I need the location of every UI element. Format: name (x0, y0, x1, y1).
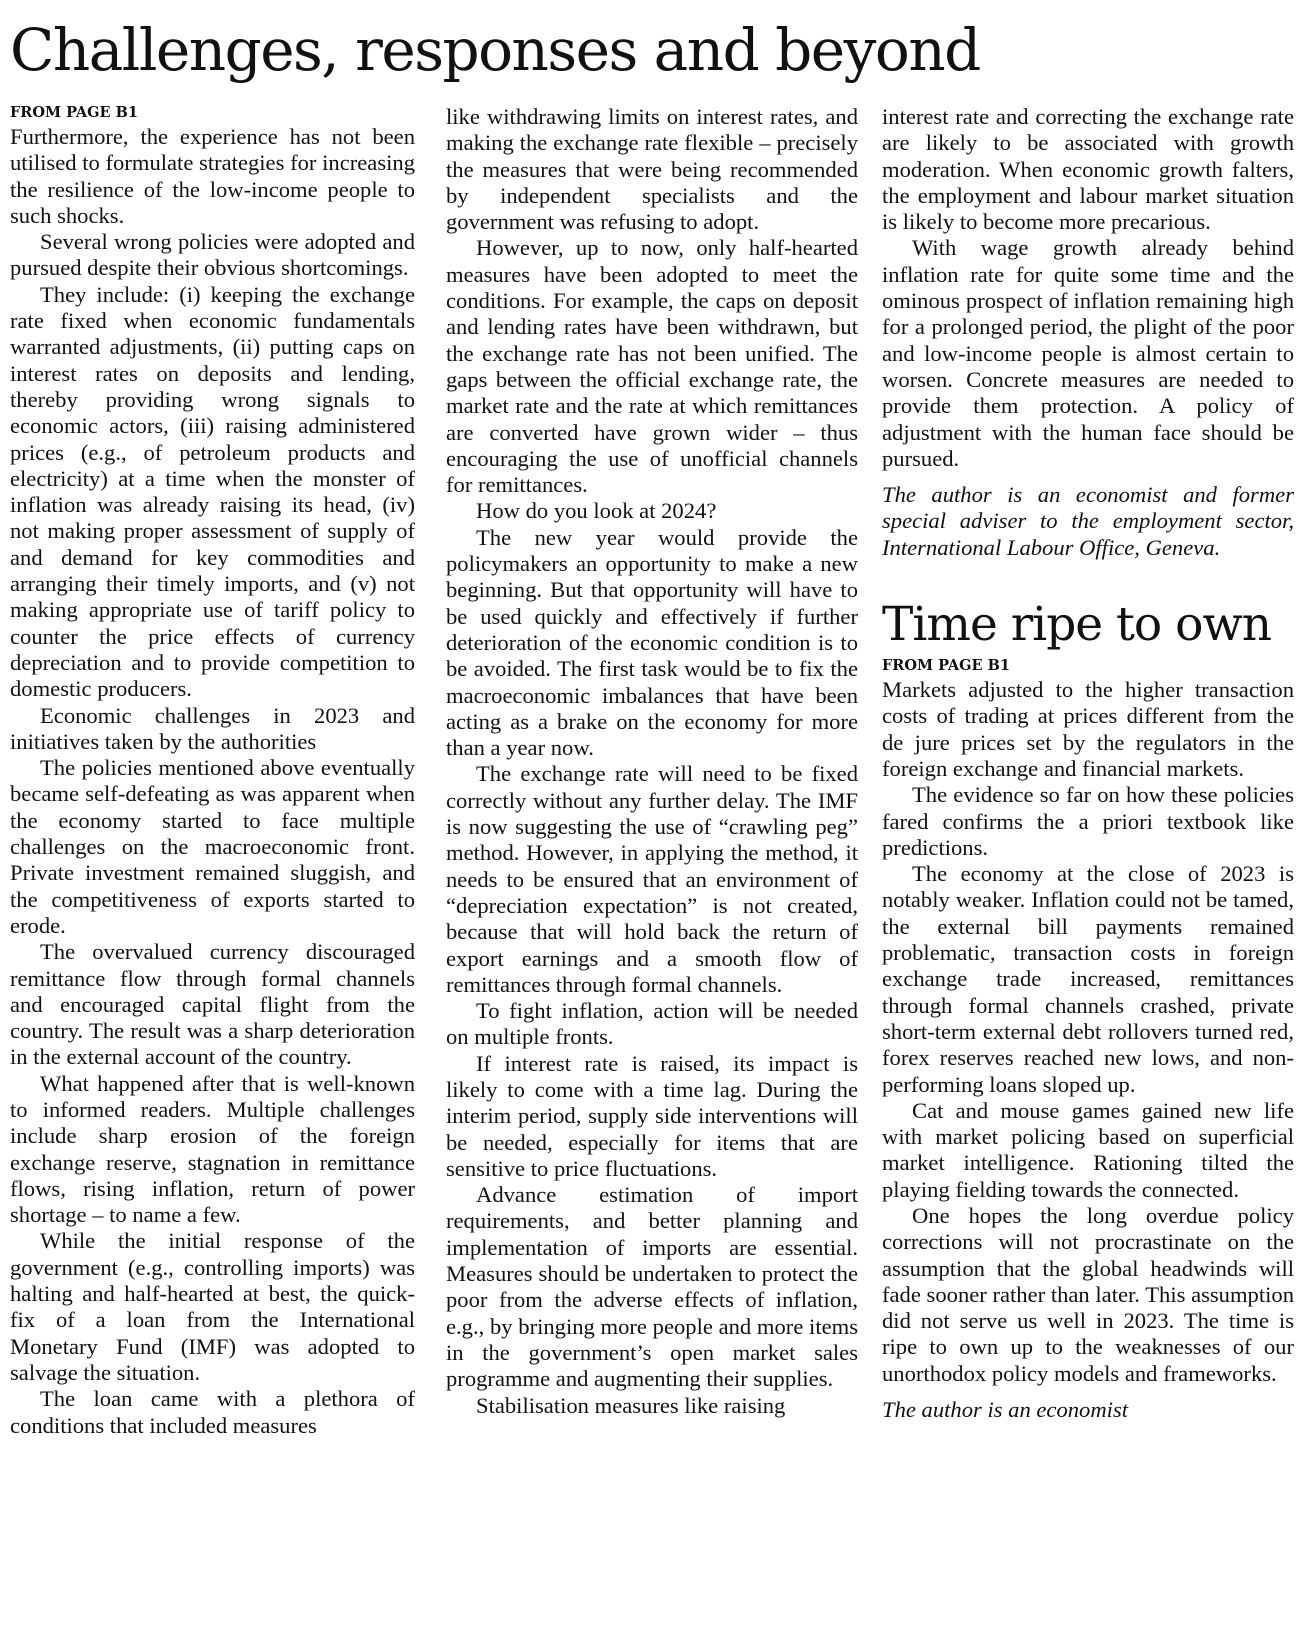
article-paragraph: They include: (i) keeping the exchange rate fixed when economic fundamentals warranted adjustments, (ii) putting caps on interest rates on deposits and lending, thereby providing wrong signals to economic actors, (iii) raising administered prices (e.g., of petroleum products and electricity) at a time when the monster of inflation was already raising its head, (iv) not making proper assessment of supply of and demand for key commodities and arranging their timely imports, and (v) not making appropriate use of tariff policy to counter the price effects of currency depreciation and to provide competition to domestic producers. (10, 281, 415, 702)
article-paragraph: The exchange rate will need to be fixed correctly without any further delay. The IMF is now suggesting the use of “crawling peg” method. However, in applying the method, it needs to be ensured that an environment of “depreciation expectation” is not created, because that will hold back the return of export earnings and a smooth flow of remittances through formal channels. (446, 761, 858, 997)
article-paragraph: interest rate and correcting the exchange rate are likely to be associated with growth moderation. When economic growth falters, the employment and labour market situation is likely to become more precarious. (882, 104, 1294, 235)
article-paragraph: Several wrong policies were adopted and pursued despite their obvious shortcomings. (10, 229, 415, 281)
article-paragraph: While the initial response of the government (e.g., controlling imports) was halting and half-hearted at best, the quick-fix of a loan from the International Monetary Fund (IMF) was adopted to salvage the situation. (10, 1228, 415, 1385)
article-column-1 (10, 104, 415, 1651)
article-paragraph: Stabilisation measures like raising (476, 1392, 786, 1418)
article-subheading: How do you look at 2024? (476, 498, 717, 524)
article-paragraph: Advance estimation of import requirements, and better planning and implementation of imports are essential. Measures should be undertaken to protect the poor from the adverse effects of inflation, e.g., by bringing more people and more items in the government’s open market sales programme and augmenting their supplies. (446, 1182, 858, 1392)
page-headline: Challenges, responses and beyond (10, 16, 980, 84)
article-subheading: Economic challenges in 2023 and initiatives taken by the authorities (10, 702, 415, 754)
article-paragraph: However, up to now, only half-hearted measures have been adopted to meet the conditions. For example, the caps on deposit and lending rates have been withdrawn, but the exchange rate has not been unified. The gaps between the official exchange rate, the market rate and the rate at which remittances are converted have grown wider – thus encouraging the use of unofficial channels for remittances. (446, 235, 858, 498)
from-page-kicker: FROM PAGE B1 (882, 657, 1011, 675)
article-paragraph: Furthermore, the experience has not been utilised to formulate strategies for increasing the resilience of the low-income people to such shocks. (10, 124, 415, 228)
article-paragraph: If interest rate is raised, its impact is likely to come with a time lag. During the interim period, supply side interventions will be needed, especially for items that are sensitive to price fluctuations. (446, 1050, 858, 1181)
article-paragraph: The economy at the close of 2023 is notably weaker. Inflation could not be tamed, the external bill payments remained problematic, transaction costs in foreign exchange trade increased, remittances through formal channels crashed, private short-term external debt rollovers turned red, forex reserves reached new lows, and non-performing loans sloped up. (882, 861, 1294, 1097)
article-paragraph: The evidence so far on how these policies fared confirms the a priori textbook like predictions. (882, 782, 1294, 860)
article-paragraph: The overvalued currency discouraged remittance flow through formal channels and encouraged capital flight from the country. The result was a sharp deterioration in the external account of the country. (10, 939, 415, 1070)
article-paragraph: like withdrawing limits on interest rates, and making the exchange rate flexible – precisely the measures that were being recommended by independent specialists and the government was refusing to adopt. (446, 104, 858, 235)
from-page-kicker: FROM PAGE B1 (10, 104, 139, 121)
author-byline: The author is an economist and former special adviser to the employment sector, International Labour Office, Geneva. (882, 482, 1294, 560)
article-column-3 (882, 104, 1294, 1651)
article-paragraph: The policies mentioned above eventually became self-defeating as was apparent when the economy started to face multiple challenges on the macroeconomic front. Private investment remained sluggish, and the competitiveness of exports started to erode. (10, 755, 415, 938)
article-paragraph: Markets adjusted to the higher transaction costs of trading at prices different from the de jure prices set by the regulators in the foreign exchange and financial markets. (882, 677, 1294, 781)
article-paragraph: One hopes the long overdue policy corrections will not procrastinate on the assumption that the global headwinds will fade sooner rather than later. This assumption did not serve us well in 2023. The time is ripe to own up to the weaknesses of our unorthodox policy models and frameworks. (882, 1202, 1294, 1386)
article-column-2 (446, 104, 858, 1651)
article-paragraph: To fight inflation, action will be needed on multiple fronts. (446, 998, 858, 1050)
article-paragraph: The loan came with a plethora of conditions that included measures (10, 1386, 415, 1438)
article-paragraph: What happened after that is well-known to informed readers. Multiple challenges include sharp erosion of the foreign exchange reserve, stagnation in remittance flows, rising inflation, return of power shortage – to name a few. (10, 1070, 415, 1228)
article-paragraph: Cat and mouse games gained new life with market policing based on superficial market intelligence. Rationing tilted the playing fielding towards the connected. (882, 1097, 1294, 1202)
second-article-headline: Time ripe to own (882, 597, 1271, 653)
author-byline: The author is an economist (882, 1397, 1129, 1423)
article-paragraph: The new year would provide the policymakers an opportunity to make a new beginning. But that opportunity will have to be used quickly and effectively if further deterioration of the economic condition is to be avoided. The first task would be to fix the macroeconomic imbalances that have been acting as a brake on the economy for more than a year now. (446, 524, 858, 761)
article-paragraph: With wage growth already behind inflation rate for quite some time and the ominous prospect of inflation remaining high for a prolonged period, the plight of the poor and low-income people is almost certain to worsen. Concrete measures are needed to provide them protection. A policy of adjustment with the human face should be pursued. (882, 235, 1294, 471)
